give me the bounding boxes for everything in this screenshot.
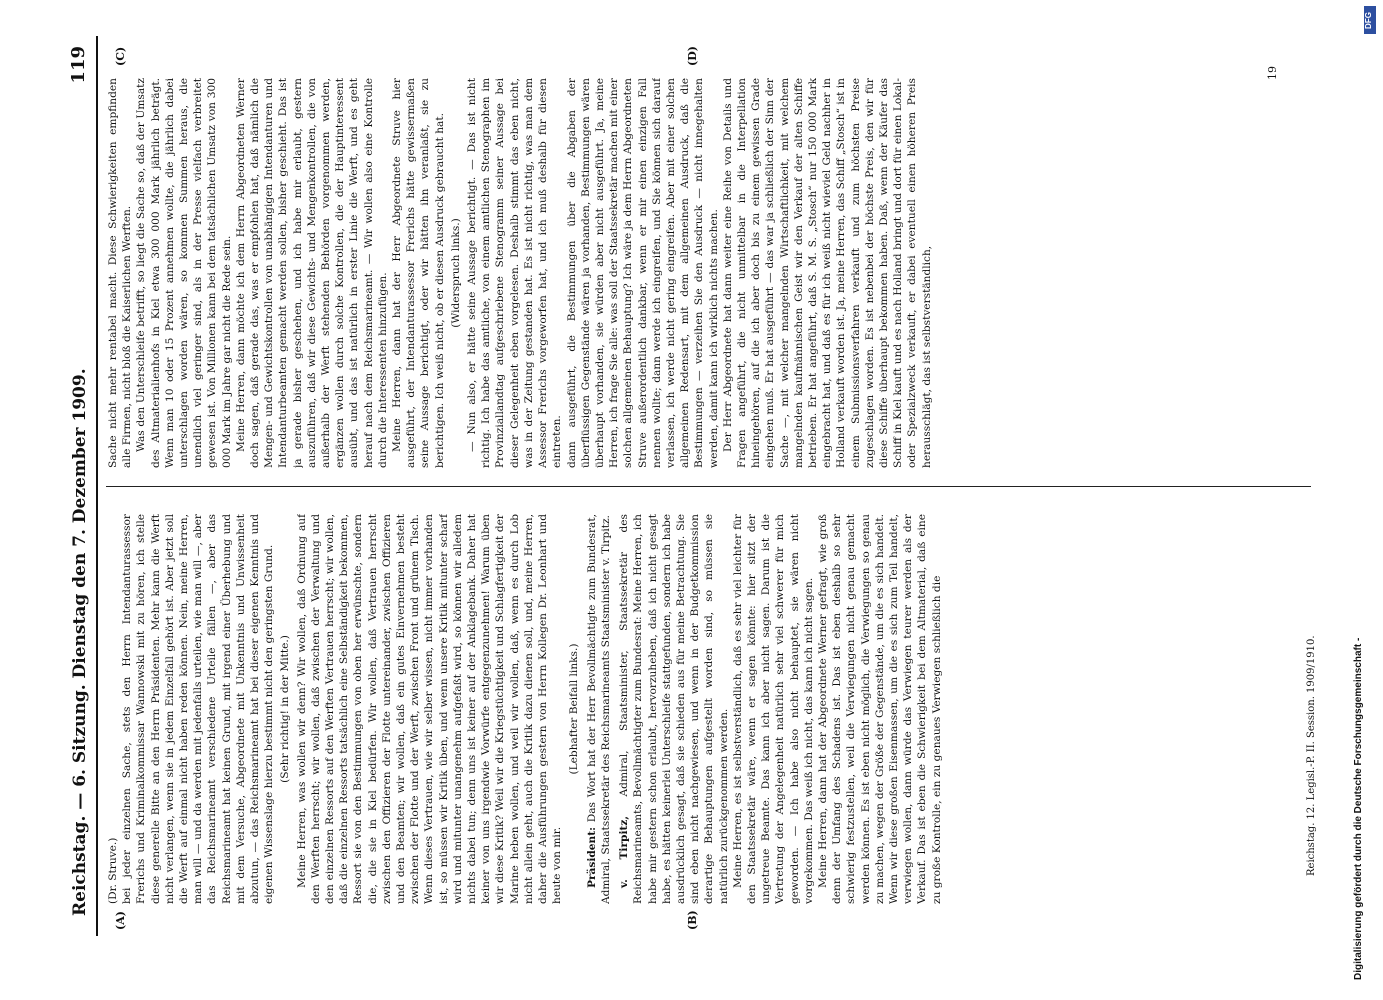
speaker-text: Admiral, Staatsminister, Staatssekretär des Reichsmarineamts, Bevollmächtigter zum Bundesrat: Meine Herren, ich habe mir gestern schon erlaubt, hervorzuheben, daß ich nicht gesagt habe, es hätten keinerlei Unterschleife stattgefunden, sondern ich habe ausdrücklich gesagt, daß sie schieden aus für meine Betrachtung. Sie sind eben nicht nachgewiesen, und wenn in der Budgetkommission derartige Behauptungen aufgestellt worden sind, so müssen sie natürlich zurückgenommen werden. [618, 514, 730, 904]
digitization-note [1345, 0, 1375, 1000]
speaker-text: Das Wort hat der Herr Bevollmächtigte zum Bundesrat, Admiral, Staatssekretär des Reichsmarineamts Staatsminister v. Tirpitz. [585, 514, 612, 904]
paragraph: Der Herr Abgeordnete hat dann weiter eine Reihe von Details und Fragen angeführt, die nicht unmittelbar in die Interpellation hineingehören, auf die ich aber doch bis zu einem gewissen Grade eingehen muß. Er hat ausgeführt — das war ja schließlich der Sinn der Sache —, mit welcher mangelnden Wirtschaftlichkeit, mit welchem mangelnden kaufmännischen Geist wir den Verkauf der alten Schiffe betrieben. Er hat angeführt, daß S. M. S. „Stosch“ nur 150 000 Mark eingebracht hat, und daß es für ich weiß nicht wieviel Geld nachher in Holland verkauft worden ist. Ja, meine Herren, das Schiff „Stosch“ ist in einem Submissionsverfahren verkauft und zum höchsten Preise zugeschlagen worden. Es ist nebenbei der höchste Preis, den wir für diese Schiffe überhaupt bekommen haben. Daß, wenn der Käufer das Schiff in Kiel kauft und es nach Holland bringt und dort für einen Lokal- oder Spezialzweck verkauft, er dabei eventuell einen höheren Preis herausschlägt, das ist selbstverständlich, [721, 78, 933, 468]
page-number: 119 [68, 46, 89, 84]
dfg-logo-text: DFG [1363, 12, 1373, 29]
paragraph: — Nun also, er hätte seine Aussage berichtigt. — Das ist nicht richtig. Ich habe das amtliche, von einem amtlichen Stenographen im Provinziallandtag aufgeschriebene Stenogramm seiner Aussage bei dieser Gelegenheit eben vorgelesen. Deshalb stimmt das eben nicht, was in der Zeitung gestanden hat. Es ist nicht richtig, was man dem Assessor Frerichs vorgeworfen hat, und ich muß deshalb für diesen eintreten. [466, 78, 564, 468]
speaker-continuation: (Dr. Struve.) [107, 837, 119, 904]
speaker-label: Präsident: [585, 826, 598, 888]
speaker-paragraph [617, 514, 731, 904]
speaker-label: v. Tirpitz, [618, 815, 631, 888]
paragraph: dann ausgeführt, die Bestimmungen über die Abgaben der überflüssigen Gegenstände wären ja vorhanden, Bestimmungen wären überhaupt vorhanden, sie würden aber nicht ausgeführt. Ja, meine Herren, ich frage Sie alle: was soll der Staatssekretär machen mit einer solchen allgemeinen Behauptung? Ich wäre ja dem Herrn Abgeordneten Struve außerordentlich dankbar, wenn er mir einen einzigen Fall nennen wollte; dann werde ich eingreifen, und Sie können sich darauf verlassen, ich werde nicht gering eingreifen. Aber mit einer solchen allgemeinen Redensart, mit dem allgemeinen Ausdruck, daß die Bestimmungen — verzeihen Sie den Ausdruck — nicht innegehalten werden, damit kann ich wirklich nichts machen. [565, 78, 720, 468]
page-footer: Reichstag. 12. Legisl.-P. II. Session. 1909/1910. [1306, 635, 1317, 876]
speaker-paragraph [585, 514, 613, 904]
column-divider [106, 486, 1311, 487]
paragraph: Meine Herren, es ist selbstverständlich, daß es sehr viel leichter für den Staatssekretär wäre, wenn er sagen könnte: hier sitzt der ungetreue Beamte. Das kann ich aber nicht sagen. Darum ist die Vertretung der Angelegenheit natürlich sehr viel schwerer für mich geworden. — Ich habe also nicht behauptet, sie wären nicht vorgekommen. Das weiß ich nicht, das kann ich nicht sagen. [731, 514, 815, 904]
left-column [106, 514, 1316, 904]
margin-marker-a: (A) [114, 911, 127, 930]
paragraph: Meine Herren, was wollen wir denn? Wir wollen, daß Ordnung auf den Werften herrscht; wir wollen, daß zwischen der Verwaltung und den einzelnen Ressorts auf den Werften Vertrauen herrscht; wir wollen, daß die einzelnen Ressorts tatsächlich eine Selbständigkeit bekommen, Ressort sie von den Bestimmungen von oben her erwünschte, sondern die, die sie in Kiel bedürfen. Wir wollen, daß Vertrauen herrscht zwischen den Offizieren der Flotte untereinander, zwischen Offizieren und den Beamten; wir wollen, daß ein gutes Einvernehmen besteht zwischen der Flotte und der Werft, zwischen Front und grünem Tisch. Wenn dieses Vertrauen, wie wir selber wissen, nicht immer vorhanden ist, so müssen wir Kritik üben, und wenn unsere Kritik mitunter scharf wird und mitunter unangenehm aufgefaßt wird, so können wir alledem nichts dabei tun; denn uns ist keiner auf der Anklagebank. Daher hat keiner von uns irgendwie Vorwürfe entgegenzunehmen! Warum üben wir diese Kritik? Weil wir die Kriegstüchtigkeit und Schlagfertigkeit der Marine heben wollen, und weil wir wollen, daß, wenn es durch Lob nicht allein geht, auch die Kritik dazu dienen soll, und, meine Herren, daher die Ausführungen gestern von Herrn Kollegen Dr. Leonhart und heute von mir. [295, 514, 564, 904]
paragraph: Meine Herren, dann hat der Abgeordnete Werner gefragt, wie groß denn der Umfang des Schadens ist. Das ist eben deshalb so sehr schwierig festzustellen, weil die Verwiegungen nicht genau gemacht werden können. Es ist eben nicht möglich, die Verwiegungen so genau zu machen, wegen der Größe der Gegenstände, um die es sich handelt. Wenn wir diese großen Eisenmassen, um die es sich zum Teil handelt, verwiegen wollen, dann würde das Verwiegen teurer werden als der Verkauf. Das ist eben die Schwierigkeit bei dem Altmaterial, daß eine zu große Kontrolle, ein zu genaues Verwiegen schließlich die [816, 514, 943, 904]
margin-marker-c: (C) [114, 46, 127, 66]
paragraph: Was den Unterschleife betrifft, so liegt die Sache so, daß der Umsatz des Altmaterialienhofs in Kiel etwa 300 000 Mark jährlich beträgt. Wenn man 10 oder 15 Prozent annehmen wollte, die jährlich dabei unterschlagen worden wären, so kommen Summen heraus, die unendlich viel geringer sind, als in der Presse vielfach verbreitet gewesen ist. Von Millionen kann bei dem tatsächlichen Umsatz von 300 000 Mark im Jahre gar nicht die Rede sein. [135, 78, 233, 468]
paragraph: bei jeder einzelnen Sache, stets den Herrn Intendanturassessor Frerichs und Kriminalkommissar Wannowski mit zu hören, ich stelle diese generelle Bitte an den Herrn Präsidenten. Mehr kann die Werft nicht verlangen, wenn sie in jedem Einzelfall gehört ist. Aber jetzt soll die Werft auf einmal nicht haben reden können. Nein, meine Herren, man will — und da werden mit jedenfalls urteilen, wie man will —, aber das Reichsmarineamt verschiedene Urteile fällen —, aber das Reichsmarineamt hat keinen Grund, mit irgend einer Überhebung und mit dem Versuche, Abgeordnete mit Unkenntnis und Unwissenheit abzutun, — das Reichsmarineamt hat bei dieser eigenen Kenntnis und eigenen Wissenslage hierzu bestimmt nicht den geringsten Grund. [121, 514, 276, 904]
dfg-logo [1364, 6, 1376, 34]
running-head [66, 36, 98, 936]
running-head-title: Reichstag. — 6. Sitzung. Dienstag den 7. Dezember 1909. [70, 368, 90, 916]
signature-mark: 19 [1266, 66, 1279, 80]
rotated-page [66, 36, 1326, 936]
paragraph: Meine Herren, dann hat der Herr Abgeordnete Struve hier ausgeführt, der Intendanturassessor Frerichs hätte gewissermaßen seine Aussage berichtigt, oder wir hätten ihn veranlaßt, sie zu berichtigen. Ich weiß nicht, ob er diesen Ausdruck gebraucht hat. [391, 78, 446, 468]
interjection: (Lebhafter Beifall links.) [567, 643, 580, 775]
margin-marker-b: (B) [686, 910, 699, 930]
paragraph: Meine Herren, dann möchte ich dem Herrn Abgeordneten Werner doch sagen, daß gerade das, was er empfohlen hat, daß nämlich die Mengen- und Gewichtskontrollen von unabhängigen Intendanturen und Intendanturbeamten gemacht werden sollen, bisher geschieht. Das ist ja gerade bisher geschehen, und ich habe mir erlaubt, gestern auszuführen, daß wir diese Gewichts- und Mengenkontrollen, die von außerhalb der Werft stehenden Behörden vorgenommen werden, ergänzen wollen durch solche Kontrollen, die der Hauptinteressent ausübt, und das ist natürlich in erster Linie die Werft, und es geht herauf nach dem Reichsmarineamt. — Wir wollen also eine Kontrolle durch die Interessenten hinzufügen. [234, 78, 389, 468]
margin-marker-d: (D) [686, 46, 699, 66]
interjection: (Sehr richtig! in der Mitte.) [279, 635, 292, 783]
paragraph: Sache nicht mehr rentabel macht. Diese Schwierigkeiten empfinden alle Firmen, nicht bloß die Kaiserlichen Werften. [107, 78, 134, 468]
interjection: (Widerspruch links.) [449, 218, 462, 328]
digitization-note-text: Digitalisierung gefördert durch die Deutsche Forschungsgemeinschaft - [1353, 637, 1364, 980]
right-column [106, 78, 1316, 468]
